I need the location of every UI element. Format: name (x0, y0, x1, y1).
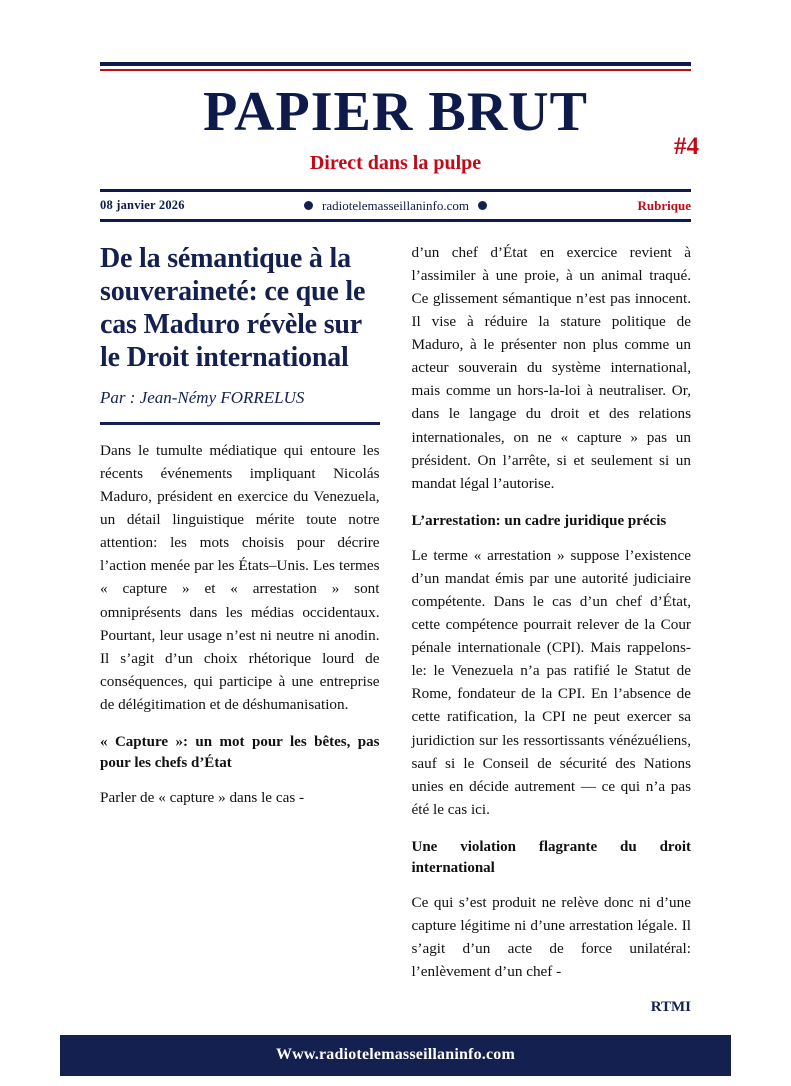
newspaper-page (0, 62, 791, 1086)
subheading: Une violation flagrante du droit international (411, 838, 691, 876)
paragraph: Le terme « arrestation » suppose l’existence d’un mandat émis par une autorité judiciaire compétente. Dans le cas d’un chef d’État, cette compétence pourrait relever de la Cour pénale internationale (CPI). Mais rappelons-le: le Venezuela n’a pas ratifié le Statut de Rome, fondateur de la CPI. En l’absence de cette ratification, la CPI ne peut exercer sa juridiction sur les ressortissants vénézuéliens, sauf si le Conseil de sécurité des Nations unies en décide autrement — ce qui n’a pas été le cas ici. (411, 546, 691, 818)
website-line (304, 198, 487, 214)
byline: Par : Jean-Némy FORRELUS (100, 387, 305, 407)
paragraph: Dans le tumulte médiatique qui entoure les récents événements impliquant Nicolás Maduro, président en exercice du Venezuela, un détail linguistique mérite toute notre attention: les mots choisis pour décrire l’action menée par les États–Unis. Les termes « capture » et « arrestation » sont omniprésents dans les médias occidentaux. Pourtant, leur usage n’est ni neutre ni anodin. Il s’agit d’un choix rhétorique lourd de conséquences, qui participe à une entreprise de délégitimation et de déshumanisation. (100, 441, 380, 713)
bullet-icon-right (478, 201, 487, 210)
masthead-red-rule (100, 69, 691, 71)
paragraph: d’un chef d’État en exercice revient à l’assimiler à une proie, à un animal traqué. Ce glissement sémantique n’est pas innocent. Il vise à réduire la stature politique de Maduro, à le présenter non plus comme un acteur souverain du système international, mais comme un hors-la-loi à neutraliser. Or, dans le langage du droit et des relations internationales, on ne « capture » pas un président. On l’arrête, si et seulement si un mandat légal l’autorise. (411, 243, 691, 492)
paper-tagline: Direct dans la pulpe (309, 151, 482, 174)
paragraph: Parler de « capture » dans le cas - (100, 789, 305, 807)
section-label: Rubrique (637, 197, 691, 213)
footer-url[interactable]: Www.radiotelemasseillaninfo.com (275, 1046, 516, 1063)
subheading: L’arrestation: un cadre juridique précis (411, 512, 667, 529)
paper-title (100, 81, 699, 160)
paper-title-text: PAPIER BRUT (203, 81, 588, 143)
publication-date: 08 janvier 2026 (100, 198, 185, 213)
bullet-icon-left (304, 201, 313, 210)
paragraph: Ce qui s’est produit ne relève donc ni d’une capture légitime ni d’une arrestation légale. Il s’agit d’un acte de force unilatéral: l’enlèvement d’un chef - (411, 893, 691, 981)
footer-bar (60, 1035, 731, 1076)
info-bar-rule (100, 219, 691, 222)
article-body (100, 240, 691, 1017)
column-right (412, 240, 692, 1017)
page-title: De la sémantique à la souveraineté: ce que le cas Maduro révèle sur le Droit international (100, 242, 366, 373)
info-bar (100, 192, 691, 219)
subheading: « Capture »: un mot pour les bêtes, pas pour les chefs d’État (100, 734, 380, 772)
website-url[interactable]: radiotelemasseillaninfo.com (322, 197, 469, 213)
column-left (100, 240, 380, 1017)
signoff: RTMI (650, 999, 691, 1016)
byline-rule (100, 422, 380, 425)
masthead-top-rule (100, 62, 691, 66)
masthead (100, 62, 699, 192)
issue-number: #4 (674, 132, 699, 160)
